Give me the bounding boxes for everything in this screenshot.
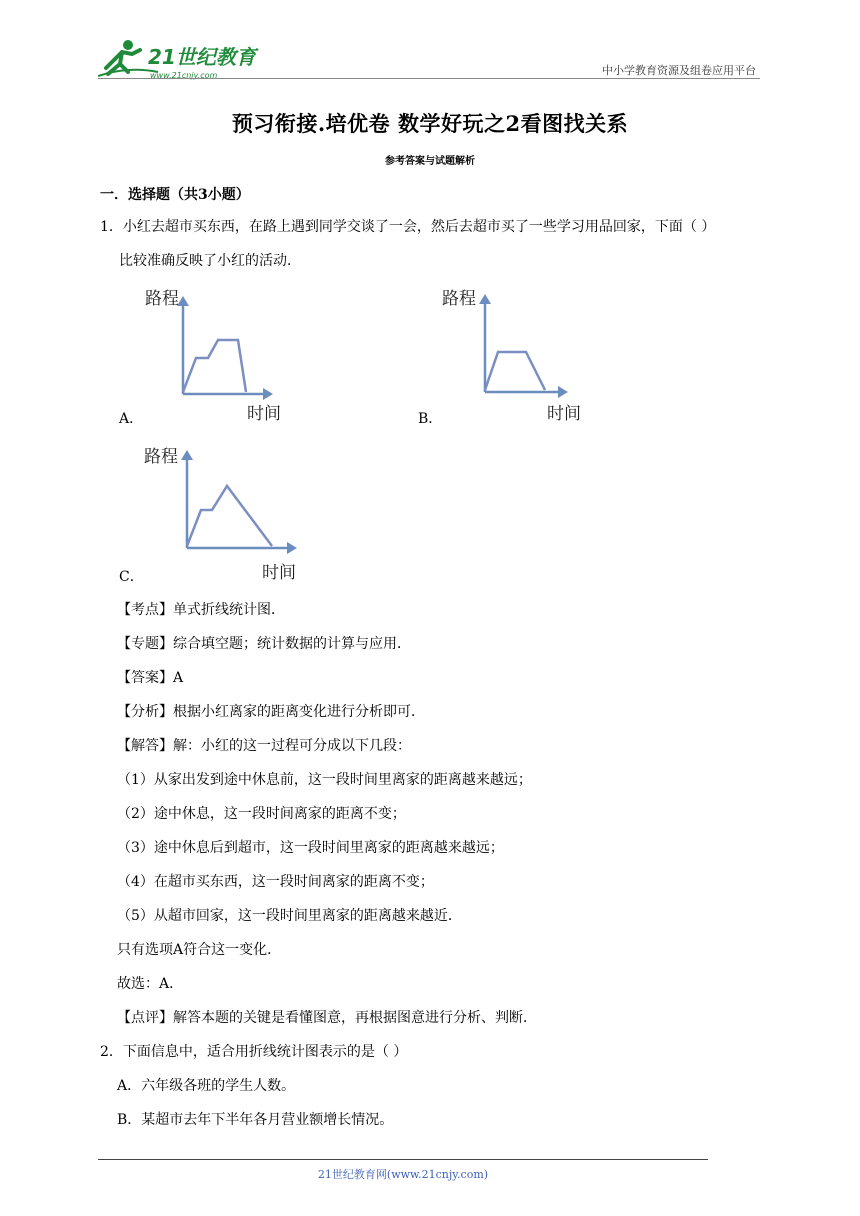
q1-fenxi: 【分析】根据小红离家的距离变化进行分析即可． [117,704,425,720]
page-title: 预习衔接.培优卷 数学好玩之2看图找关系 [231,111,629,136]
option-b-label: B． [418,411,443,427]
header-platform-text: 中小学教育资源及组卷应用平台 [602,64,756,77]
q1-zhuanti: 【专题】综合填空题；统计数据的计算与应用． [117,636,411,652]
section-heading: 一．选择题（共3小题） [100,187,250,203]
q1-step: （3）途中休息后到超市，这一段时间里离家的距离越来越远； [117,840,504,856]
q1-answer: 【答案】A [117,670,184,686]
graph-a-ylabel: 路程 [145,289,179,309]
q1-jieda: 【解答】解：小红的这一过程可分成以下几段： [117,738,411,754]
footer-link[interactable]: 21世纪教育网(www.21cnjy.com) [317,1168,489,1181]
graph-b-ylabel: 路程 [442,289,476,309]
q1-step: （4）在超市买东西，这一段时间离家的距离不变； [117,874,434,890]
q2-option-a: A．六年级各班的学生人数。 [117,1078,296,1094]
graph-c-xlabel: 时间 [262,563,296,583]
q1-choice: 故选：A． [117,976,184,992]
option-c-label: C． [119,569,144,585]
q1-step: （1）从家出发到途中休息前，这一段时间里离家的距离越来越远； [117,772,532,788]
graph-option-b [440,282,600,422]
page-subtitle: 参考答案与试题解析 [385,156,475,167]
graph-option-a [140,282,290,422]
q1-step: （5）从超市回家，这一段时间里离家的距离越来越近． [117,908,462,924]
footer-divider [98,1159,708,1160]
q1-stem-line1: 1．小红去超市买东西，在路上遇到同学交谈了一会，然后去超市买了一些学习用品回家，下面（ ） [100,219,716,235]
q1-kaodian: 【考点】单式折线统计图． [117,602,285,618]
graph-a-xlabel: 时间 [247,404,281,422]
q1-conclusion: 只有选项A符合这一变化． [117,942,282,958]
q2-option-b: B．某超市去年下半年各月营业额增长情况。 [117,1112,394,1128]
header-divider [98,78,760,79]
q1-stem-line2: 比较准确反映了小红的活动． [119,253,301,269]
q1-dianping: 【点评】解答本题的关键是看懂图意，再根据图意进行分析、判断． [117,1010,537,1026]
logo-icon [98,38,263,80]
graph-option-c [144,440,304,585]
svg-text:21世纪教育: 21世纪教育 [148,45,256,69]
q2-stem: 2．下面信息中，适合用折线统计图表示的是（ ） [100,1044,408,1060]
q1-step: （2）途中休息，这一段时间离家的距离不变； [117,806,406,822]
graph-b-xlabel: 时间 [547,404,581,422]
option-a-label: A． [119,411,144,427]
page-header [98,30,760,80]
graph-c-ylabel: 路程 [144,447,178,467]
svg-text:www.21cnjy.com: www.21cnjy.com [150,71,218,80]
